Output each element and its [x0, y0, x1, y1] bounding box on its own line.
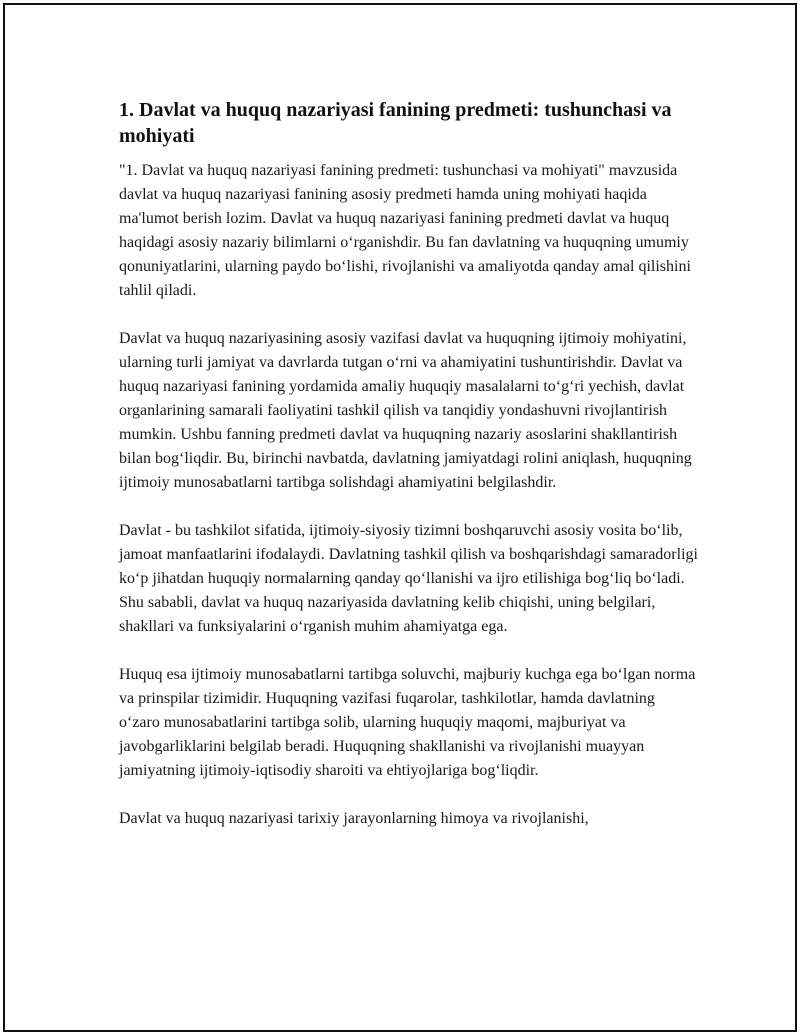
- paragraph-5: Davlat va huquq nazariyasi tarixiy jarayonlarning himoya va rivojlanishi,: [119, 810, 589, 827]
- paragraph-4: Huquq esa ijtimoiy munosabatlarni tartibga soluvchi, majburiy kuchga ega boʻlgan norma va prinspilar tizimidir. Huquqning vazifasi fuqarolar, tashkilotlar, hamda davlatning oʻzaro munosabatlarini tartibga solib, ularning huquqiy maqomi, majburiyat va javobgarliklarini belgilab beradi. Huquqning shakllanishi va rivojlanishi muayyan jamiyatning ijtimoiy-iqtisodiy sharoiti va ehtiyojlariga bogʻliqdir.: [119, 666, 696, 779]
- page-frame: [3, 3, 797, 1032]
- document-body: [119, 97, 699, 855]
- paragraph-3: Davlat - bu tashkilot sifatida, ijtimoiy-siyosiy tizimni boshqaruvchi asosiy vosita boʻlib, jamoat manfaatlarini ifodalaydi. Davlatning tashkil qilish va boshqarishdagi samaradorligi koʻp jihatdan huquqiy normalarning qanday qoʻllanishi va ijro etilishiga bogʻliq boʻladi. Shu sababli, davlat va huquq nazariyasida davlatning kelib chiqishi, uning belgilari, shakllari va funksiyalarini oʻrganish muhim ahamiyatga ega.: [119, 522, 698, 635]
- document-title: 1. Davlat va huquq nazariyasi fanining predmeti: tushunchasi va mohiyati: [119, 99, 672, 147]
- paragraph-2: Davlat va huquq nazariyasining asosiy vazifasi davlat va huquqning ijtimoiy mohiyatini, ularning turli jamiyat va davrlarda tutgan oʻrni va ahamiyatini tushuntirishdir. Davlat va huquq nazariyasi fanining yordamida amaliy huquqiy masalalarni toʻgʻri yechish, davlat organlarining samarali faoliyatini tashkil qilish va tanqidiy yondashuvni rivojlantirish mumkin. Ushbu fanning predmeti davlat va huquqning nazariy asoslarini shakllantirish bilan bogʻliqdir. Bu, birinchi navbatda, davlatning jamiyatdagi rolini aniqlash, huquqning ijtimoiy munosabatlarni tartibga solishdagi ahamiyatini belgilashdir.: [119, 330, 692, 491]
- paragraph-1: "1. Davlat va huquq nazariyasi fanining predmeti: tushunchasi va mohiyati" mavzusida davlat va huquq nazariyasi fanining asosiy predmeti hamda uning mohiyati haqida ma'lumot berish lozim. Davlat va huquq nazariyasi fanining predmeti davlat va huquq haqidagi asosiy nazariy bilimlarni oʻrganishdir. Bu fan davlatning va huquqning umumiy qonuniyatlarini, ularning paydo boʻlishi, rivojlanishi va amaliyotda qanday amal qilishini tahlil qiladi.: [119, 162, 691, 299]
